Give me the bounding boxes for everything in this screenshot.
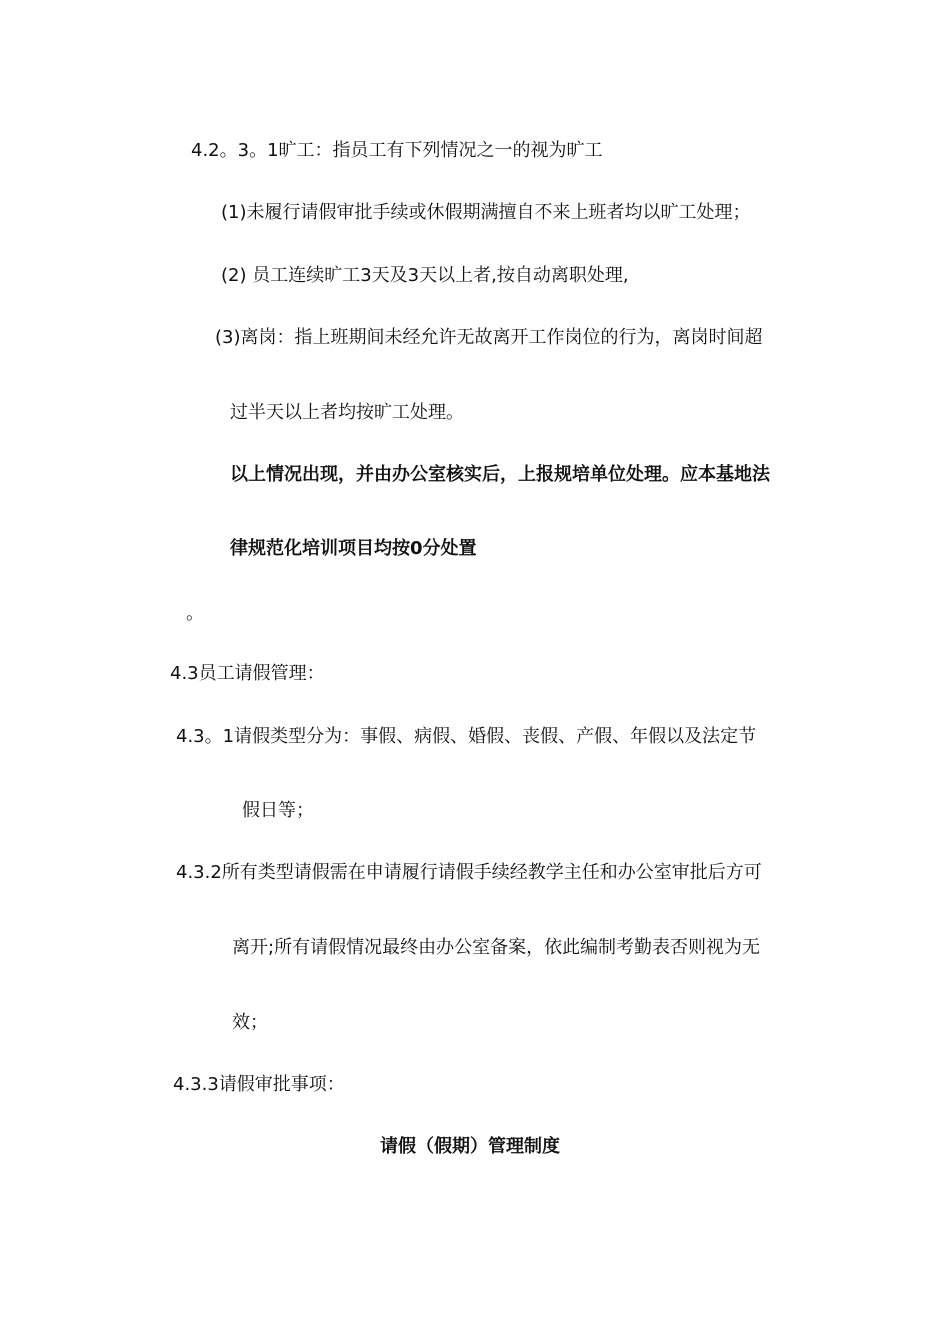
clause-4-3-3: 4.3.3请假审批事项：	[173, 1074, 345, 1095]
absence-item-1: (1)未履行请假审批手续或休假期满擅自不来上班者均以旷工处理；	[221, 202, 751, 223]
absence-item-3: (3)离岗：指上班期间未经允许无故离开工作岗位的行为，离岗时间超	[215, 327, 763, 348]
bold-note-line-2: 律规范化培训项目均按0分处置	[230, 538, 477, 559]
absence-item-3-continued: 过半天以上者均按旷工处理。	[230, 402, 464, 423]
bold-note-line-1: 以上情况出现，并由办公室核实后，上报规培单位处理。应本基地法	[230, 464, 770, 485]
clause-4-3-1: 4.3。1请假类型分为：事假、病假、婚假、丧假、产假、年假以及法定节	[176, 726, 757, 747]
clause-4-3-2: 4.3.2所有类型请假需在申请履行请假手续经教学主任和办公室审批后方可	[176, 862, 762, 883]
clause-4-3-2-continued-2: 效；	[232, 1012, 268, 1033]
clause-4-3-2-continued-1: 离开;所有请假情况最终由办公室备案，依此编制考勤表否则视为无	[232, 937, 761, 958]
section-4-3-heading: 4.3员工请假管理：	[170, 663, 325, 684]
clause-4-3-1-continued: 假日等；	[242, 800, 314, 821]
absence-item-2: (2) 员工连续旷工3天及3天以上者,按自动离职处理,	[221, 265, 629, 286]
clause-4-2-3-1: 4.2。3。1旷工：指员工有下列情况之一的视为旷工	[191, 140, 603, 161]
stray-period: 。	[186, 603, 204, 624]
document-footer-title: 请假（假期）管理制度	[380, 1136, 560, 1157]
